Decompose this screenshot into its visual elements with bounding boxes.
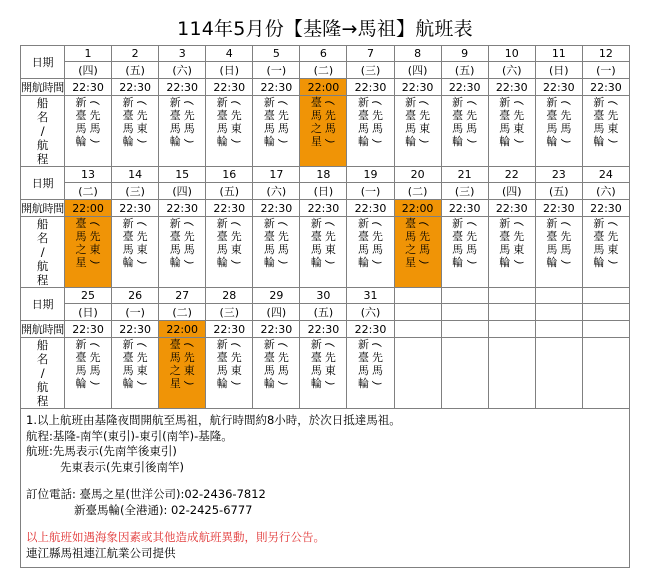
departure-time-cell: 22:30: [65, 79, 112, 96]
day-number-cell: 25: [65, 288, 112, 304]
ship-route-cell: [112, 96, 159, 167]
ship-route-vertical: ( 先 東 ): [606, 221, 620, 265]
weekday-cell: (五): [206, 183, 253, 200]
ship-route-vertical: ( 先 馬 ): [182, 221, 196, 265]
ship-route-vertical: ( 先 東 ): [135, 342, 149, 386]
ship-route-cell: [394, 96, 441, 167]
ship-route-vertical: ( 先 東 ): [135, 221, 149, 265]
ship-route-vertical: ( 先 東 ): [229, 100, 243, 144]
ship-route-cell: [582, 217, 629, 288]
ship-route-vertical: ( 先 馬 ): [88, 342, 102, 386]
ship-route-vertical: ( 先 馬 ): [465, 221, 479, 265]
weekday-cell: (四): [488, 183, 535, 200]
day-number-cell: 12: [582, 46, 629, 62]
ship-route-cell: [206, 217, 253, 288]
weekday-cell: (四): [394, 62, 441, 79]
ship-route-vertical: ( 先 東 ): [182, 342, 196, 386]
ship-route-vertical: ( 先 馬 ): [276, 342, 290, 386]
empty-cell: [441, 321, 488, 338]
weekday-cell: (六): [159, 62, 206, 79]
weekday-cell: (日): [206, 62, 253, 79]
weekday-cell: (六): [253, 183, 300, 200]
ship-route-row-label: 船 名 / 航 程: [21, 217, 65, 288]
day-number-cell: 14: [112, 167, 159, 183]
empty-cell: [582, 304, 629, 321]
day-number-cell: 19: [347, 167, 394, 183]
weekday-cell: (二): [65, 183, 112, 200]
weekday-cell: (五): [300, 304, 347, 321]
day-number-cell: 29: [253, 288, 300, 304]
ship-route-cell: [206, 96, 253, 167]
empty-cell: [394, 288, 441, 304]
note-line-1: 1.以上航班由基隆夜間開航至馬祖，航行時間約8小時，於次日抵達馬祖。: [26, 413, 401, 427]
weekday-cell: (三): [206, 304, 253, 321]
empty-cell: [582, 338, 629, 409]
ship-route-vertical: ( 先 馬 ): [370, 100, 384, 144]
day-number-cell: 17: [253, 167, 300, 183]
empty-cell: [535, 338, 582, 409]
day-number-cell: 3: [159, 46, 206, 62]
weekday-cell: (二): [394, 183, 441, 200]
day-number-cell: 23: [535, 167, 582, 183]
ship-route-cell: [347, 338, 394, 409]
day-number-cell: 16: [206, 167, 253, 183]
departure-time-cell: 22:30: [206, 79, 253, 96]
weekday-cell: (四): [65, 62, 112, 79]
ship-name-vertical: 新 臺 馬 輪: [593, 217, 605, 269]
day-number-cell: 28: [206, 288, 253, 304]
ship-route-row: [21, 96, 630, 167]
ship-route-vertical: ( 先 馬 ): [418, 221, 432, 265]
ship-name-vertical: 新 臺 馬 輪: [593, 96, 605, 148]
ship-name-vertical: 新 臺 馬 輪: [169, 96, 181, 148]
ship-name-vertical: 新 臺 馬 輪: [499, 96, 511, 148]
day-number-row: [21, 167, 630, 183]
departure-time-cell: 22:30: [253, 200, 300, 217]
ship-name-vertical: 新 臺 馬 輪: [358, 96, 369, 148]
notes-spacer-2: [26, 518, 624, 530]
ship-route-vertical: ( 先 馬 ): [370, 221, 384, 265]
weekday-cell: (四): [159, 183, 206, 200]
ship-route-cell: [253, 217, 300, 288]
empty-cell: [441, 288, 488, 304]
notes-spacer: [26, 475, 624, 487]
ship-route-vertical: ( 先 馬 ): [276, 100, 290, 144]
ship-route-vertical: ( 先 馬 ): [465, 100, 479, 144]
day-number-cell: 7: [347, 46, 394, 62]
ship-route-cell: [300, 338, 347, 409]
ship-route-vertical: ( 先 東 ): [229, 342, 243, 386]
departure-time-cell: 22:30: [347, 200, 394, 217]
departure-time-cell: 22:30: [206, 200, 253, 217]
day-number-cell: 15: [159, 167, 206, 183]
ship-route-cell: [582, 96, 629, 167]
empty-cell: [488, 288, 535, 304]
day-number-cell: 21: [441, 167, 488, 183]
ship-route-cell: [300, 96, 347, 167]
ship-name-vertical: 新 臺 馬 輪: [122, 217, 134, 269]
empty-cell: [394, 321, 441, 338]
departure-time-cell: 22:30: [347, 79, 394, 96]
booking-phone-line-1: 訂位電話: 臺馬之星(世洋公司):02-2436-7812: [26, 487, 266, 501]
departure-time-row-label: 開航時間: [21, 200, 65, 217]
ship-route-cell: [159, 217, 206, 288]
departure-time-cell: 22:30: [394, 79, 441, 96]
departure-time-cell: 22:30: [206, 321, 253, 338]
weekday-cell: (二): [159, 304, 206, 321]
ship-name-vertical: 新 臺 馬 輪: [310, 217, 322, 269]
ship-route-cell: [112, 217, 159, 288]
departure-time-cell: 22:30: [159, 200, 206, 217]
ship-name-vertical: 新 臺 馬 輪: [75, 338, 87, 390]
ship-route-cell: [253, 96, 300, 167]
day-number-cell: 6: [300, 46, 347, 62]
weekday-cell: (六): [582, 183, 629, 200]
day-number-cell: 22: [488, 167, 535, 183]
ship-route-vertical: ( 先 東 ): [512, 100, 526, 144]
ship-name-vertical: 新 臺 馬 輪: [263, 217, 275, 269]
ship-name-vertical: 新 臺 馬 輪: [405, 96, 417, 148]
day-number-cell: 27: [159, 288, 206, 304]
day-number-cell: 31: [347, 288, 394, 304]
ship-name-vertical: 新 臺 馬 輪: [310, 338, 322, 390]
schedule-table: [20, 45, 630, 409]
weekday-cell: (三): [347, 62, 394, 79]
ship-route-cell: [159, 96, 206, 167]
departure-time-cell: 22:00: [300, 79, 347, 96]
empty-cell: [535, 304, 582, 321]
weekday-cell: (三): [441, 183, 488, 200]
departure-time-cell: 22:30: [300, 321, 347, 338]
ship-route-cell: [112, 338, 159, 409]
departure-time-cell: 22:30: [65, 321, 112, 338]
departure-time-cell: 22:30: [488, 200, 535, 217]
departure-time-cell: 22:30: [535, 200, 582, 217]
date-row-label: 日期: [21, 167, 65, 200]
ship-name-vertical: 臺 馬 之 星: [310, 96, 322, 148]
ship-route-cell: [488, 217, 535, 288]
ship-route-vertical: ( 先 東 ): [229, 221, 243, 265]
day-number-cell: 9: [441, 46, 488, 62]
ship-route-vertical: ( 先 東 ): [323, 221, 337, 265]
ship-name-vertical: 臺 馬 之 星: [75, 217, 87, 269]
weekday-cell: (日): [300, 183, 347, 200]
empty-cell: [535, 288, 582, 304]
departure-time-cell: 22:30: [112, 79, 159, 96]
empty-cell: [488, 321, 535, 338]
departure-time-cell: 22:30: [112, 200, 159, 217]
booking-phone-line-2: 新臺馬輪(全港通): 02-2425-6777: [74, 502, 253, 517]
ship-name-vertical: 新 臺 馬 輪: [169, 217, 181, 269]
weekday-row: [21, 183, 630, 200]
weekday-cell: (六): [488, 62, 535, 79]
departure-time-cell: 22:30: [347, 321, 394, 338]
weekday-cell: (一): [112, 304, 159, 321]
ship-route-vertical: ( 先 東 ): [418, 100, 432, 144]
ship-name-vertical: 新 臺 馬 輪: [546, 96, 558, 148]
day-number-cell: 26: [112, 288, 159, 304]
weekday-row: [21, 62, 630, 79]
ship-route-cell: [65, 338, 112, 409]
ship-route-vertical: ( 先 馬 ): [323, 100, 337, 144]
weekday-cell: (日): [535, 62, 582, 79]
page-title: 114年5月份【基隆→馬祖】航班表: [177, 18, 473, 40]
weekday-cell: (六): [347, 304, 394, 321]
notes-panel: [20, 409, 630, 568]
ship-route-cell: [65, 217, 112, 288]
ship-route-vertical: ( 先 馬 ): [559, 221, 573, 265]
day-number-cell: 24: [582, 167, 629, 183]
note-line-2: 航程:基隆-南竿(東引)-東引(南竿)-基隆。: [26, 428, 233, 443]
ship-name-vertical: 新 臺 馬 輪: [546, 217, 558, 269]
ship-route-vertical: ( 先 東 ): [88, 221, 102, 265]
departure-time-row-label: 開航時間: [21, 79, 65, 96]
departure-time-cell: 22:30: [488, 79, 535, 96]
ship-route-vertical: ( 先 馬 ): [370, 342, 384, 386]
ship-name-vertical: 新 臺 馬 輪: [499, 217, 511, 269]
day-number-cell: 18: [300, 167, 347, 183]
ship-name-vertical: 新 臺 馬 輪: [263, 338, 275, 390]
empty-cell: [394, 338, 441, 409]
ship-route-cell: [535, 217, 582, 288]
departure-time-cell: 22:00: [159, 321, 206, 338]
weekday-cell: (日): [65, 304, 112, 321]
date-row-label: 日期: [21, 288, 65, 321]
ship-name-vertical: 新 臺 馬 輪: [263, 96, 275, 148]
ship-route-vertical: ( 先 東 ): [323, 342, 337, 386]
departure-time-row-label: 開航時間: [21, 321, 65, 338]
ship-name-vertical: 新 臺 馬 輪: [75, 96, 87, 148]
ship-route-vertical: ( 先 馬 ): [88, 100, 102, 144]
ship-name-vertical: 新 臺 馬 輪: [122, 338, 134, 390]
departure-time-cell: 22:30: [441, 200, 488, 217]
ship-route-row-label: 船 名 / 航 程: [21, 338, 65, 409]
ship-route-cell: [535, 96, 582, 167]
date-row-label: 日期: [21, 46, 65, 79]
weekday-cell: (一): [347, 183, 394, 200]
empty-cell: [394, 304, 441, 321]
weekday-row: [21, 304, 630, 321]
departure-time-row: [21, 200, 630, 217]
day-number-cell: 11: [535, 46, 582, 62]
ship-name-vertical: 新 臺 馬 輪: [122, 96, 134, 148]
empty-cell: [441, 338, 488, 409]
day-number-cell: 8: [394, 46, 441, 62]
weekday-cell: (二): [300, 62, 347, 79]
ship-route-cell: [488, 96, 535, 167]
ship-route-cell: [300, 217, 347, 288]
ship-name-vertical: 臺 馬 之 星: [405, 217, 417, 269]
empty-cell: [488, 304, 535, 321]
ship-route-cell: [441, 217, 488, 288]
schedule-warning: 以上航班如遇海象因素或其他造成航班異動，則另行公告。: [26, 530, 325, 544]
ship-route-cell: [347, 217, 394, 288]
weekday-cell: (五): [441, 62, 488, 79]
ship-name-vertical: 新 臺 馬 輪: [358, 217, 369, 269]
ship-route-cell: [394, 217, 441, 288]
ship-route-cell: [253, 338, 300, 409]
departure-time-row: [21, 79, 630, 96]
day-number-cell: 5: [253, 46, 300, 62]
departure-time-cell: 22:30: [253, 79, 300, 96]
departure-time-cell: 22:30: [582, 79, 629, 96]
ship-route-cell: [206, 338, 253, 409]
departure-time-cell: 22:00: [65, 200, 112, 217]
ship-route-cell: [65, 96, 112, 167]
note-line-3: 航班:先馬表示(先南竿後東引): [26, 444, 177, 458]
day-number-cell: 1: [65, 46, 112, 62]
day-number-cell: 13: [65, 167, 112, 183]
weekday-cell: (一): [582, 62, 629, 79]
provider-credit: 連江縣馬祖連江航業公司提供: [26, 545, 176, 560]
ship-route-row: [21, 217, 630, 288]
ship-name-vertical: 新 臺 馬 輪: [216, 96, 228, 148]
ship-route-vertical: ( 先 東 ): [135, 100, 149, 144]
ship-route-cell: [441, 96, 488, 167]
departure-time-cell: 22:30: [535, 79, 582, 96]
empty-cell: [582, 321, 629, 338]
day-number-cell: 30: [300, 288, 347, 304]
ship-route-vertical: ( 先 馬 ): [182, 100, 196, 144]
weekday-cell: (一): [253, 62, 300, 79]
ship-route-vertical: ( 先 東 ): [606, 100, 620, 144]
empty-cell: [535, 321, 582, 338]
ship-route-cell: [159, 338, 206, 409]
departure-time-cell: 22:30: [253, 321, 300, 338]
departure-time-cell: 22:30: [159, 79, 206, 96]
ship-route-vertical: ( 先 東 ): [512, 221, 526, 265]
departure-time-cell: 22:30: [441, 79, 488, 96]
departure-time-cell: 22:30: [582, 200, 629, 217]
ship-route-vertical: ( 先 馬 ): [559, 100, 573, 144]
ship-name-vertical: 新 臺 馬 輪: [452, 217, 464, 269]
ship-route-row: [21, 338, 630, 409]
day-number-row: [21, 46, 630, 62]
departure-time-cell: 22:00: [394, 200, 441, 217]
weekday-cell: (四): [253, 304, 300, 321]
departure-time-row: [21, 321, 630, 338]
empty-cell: [582, 288, 629, 304]
ship-name-vertical: 新 臺 馬 輪: [216, 217, 228, 269]
empty-cell: [441, 304, 488, 321]
note-line-4: 先東表示(先東引後南竿): [60, 459, 184, 474]
day-number-cell: 20: [394, 167, 441, 183]
weekday-cell: (五): [112, 62, 159, 79]
ship-name-vertical: 新 臺 馬 輪: [216, 338, 228, 390]
departure-time-cell: 22:30: [112, 321, 159, 338]
ship-name-vertical: 新 臺 馬 輪: [452, 96, 464, 148]
day-number-cell: 2: [112, 46, 159, 62]
ship-route-row-label: 船 名 / 航 程: [21, 96, 65, 167]
weekday-cell: (三): [112, 183, 159, 200]
ship-route-cell: [347, 96, 394, 167]
day-number-row: [21, 288, 630, 304]
ship-route-vertical: ( 先 馬 ): [276, 221, 290, 265]
day-number-cell: 10: [488, 46, 535, 62]
weekday-cell: (五): [535, 183, 582, 200]
empty-cell: [488, 338, 535, 409]
ship-name-vertical: 新 臺 馬 輪: [358, 338, 369, 390]
departure-time-cell: 22:30: [300, 200, 347, 217]
ship-name-vertical: 臺 馬 之 星: [169, 338, 181, 390]
day-number-cell: 4: [206, 46, 253, 62]
